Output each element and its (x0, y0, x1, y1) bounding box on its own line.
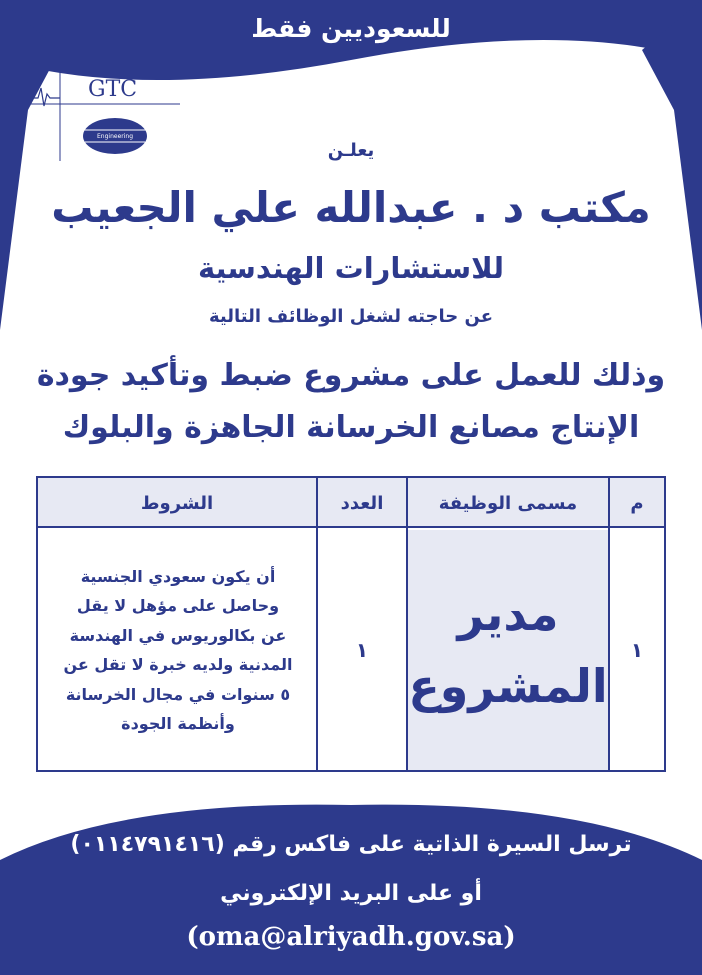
announces-label: يعلـن (327, 140, 375, 161)
project-line-2: الإنتاج مصانع الخرسانة الجاهزة والبلوك (62, 410, 640, 445)
row-number: ١ (630, 638, 644, 662)
project-description (0, 350, 702, 454)
project-line-1: وذلك للعمل على مشروع ضبط وتأكيد جودة (36, 358, 666, 393)
header-conditions: الشروط (140, 492, 214, 514)
row-job-title: مدير المشروع (408, 530, 608, 770)
saudis-only-banner: للسعوديين فقط (251, 14, 451, 43)
header-number: م (630, 492, 644, 514)
fax-instruction: ترسل السيرة الذاتية على فاكس رقم (٠١١٤٧٩١٤١٦) (70, 832, 632, 857)
office-name: مكتب د . عبدالله علي الجعيب (51, 183, 651, 232)
row-conditions: أن يكون سعودي الجنسية وحاصل على مؤهل لا يقل عن بكالوريوس في الهندسة المدنية ولديه خبرة لا تقل عن ٥ سنوات في مجال الخرسانة وأنظمة الجودة (63, 566, 293, 733)
logo-band-text: Engineering (97, 133, 133, 140)
header-count: العدد (340, 492, 384, 514)
row-count: ١ (355, 638, 369, 662)
office-subtitle: للاستشارات الهندسية (197, 251, 505, 285)
logo-text: GTC (88, 77, 138, 102)
email-address[interactable]: (oma@alriyadh.gov.sa) (186, 922, 516, 952)
header-job-title: مسمى الوظيفة (438, 492, 578, 514)
need-line: عن حاجته لشغل الوظائف التالية (208, 306, 493, 327)
jobs-table (36, 476, 666, 772)
email-instruction: أو على البريد الإلكتروني (220, 881, 482, 906)
